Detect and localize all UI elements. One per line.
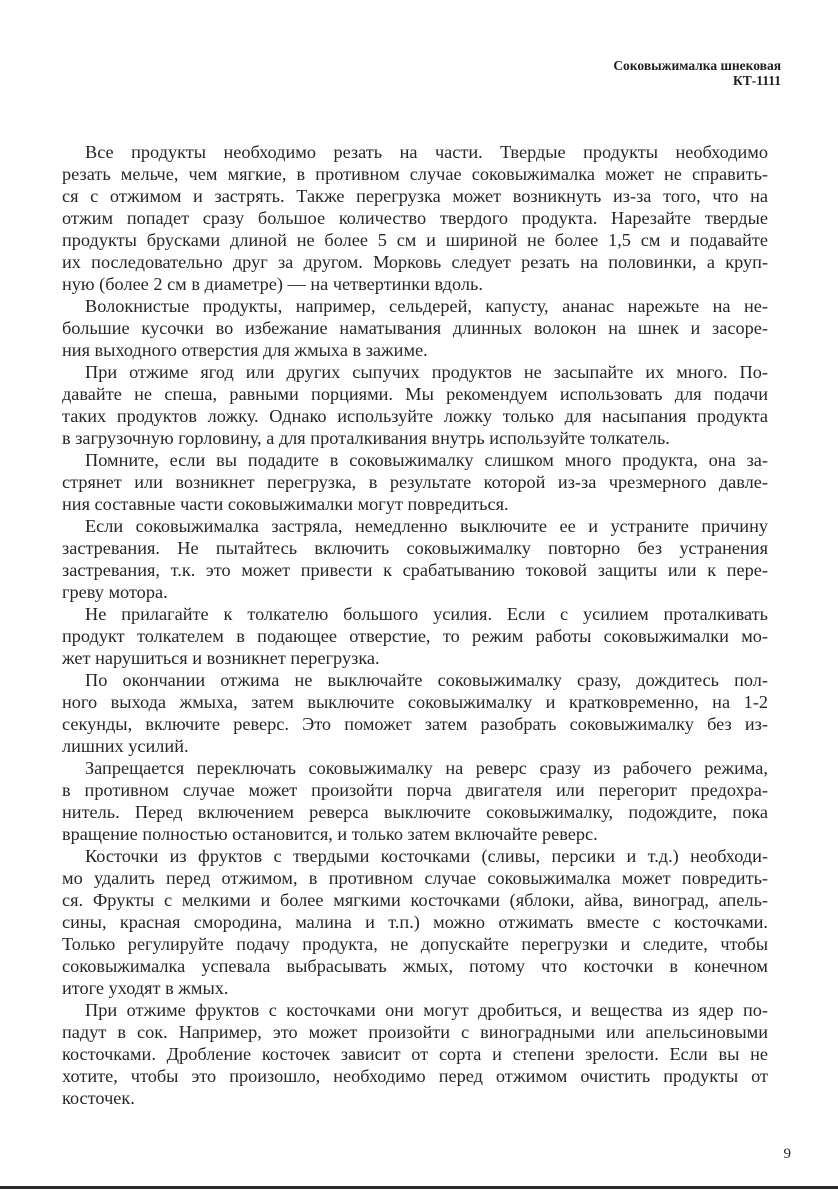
text-line: в противном случае может произойти порча двигателя или перегорит предохра- bbox=[62, 780, 768, 800]
text-line: таких продуктов ложку. Однако используйте ложку только для насыпания продукта bbox=[62, 406, 768, 426]
text-line: продукты брусками длиной не более 5 см и шириной не более 1,5 см и подавайте bbox=[62, 230, 768, 250]
text-line: ного выхода жмыха, затем выключите соковыжималку и кратковременно, на 1-2 bbox=[62, 692, 768, 712]
text-line: косточек. bbox=[62, 1088, 135, 1108]
text-line: отжим попадет сразу большое количество твердого продукта. Нарезайте твердые bbox=[62, 208, 768, 228]
text-line: в загрузочную горловину, а для проталкивания внутрь используйте толкатель. bbox=[62, 428, 670, 448]
paragraph bbox=[62, 757, 768, 845]
paragraph bbox=[62, 515, 768, 603]
text-line: ния выходного отверстия для жмыха в зажиме. bbox=[62, 340, 428, 360]
text-line: мо удалить перед отжимом, в противном случае соковыжималка может повредить- bbox=[62, 868, 768, 888]
text-line: Косточки из фруктов с твердыми косточками (сливы, персики и т.д.) необходи- bbox=[85, 846, 768, 866]
text-line: лишних усилий. bbox=[62, 736, 189, 756]
text-line: греву мотора. bbox=[62, 582, 168, 602]
text-line: ся. Фрукты с мелкими и более мягкими косточками (яблоки, айва, виноград, апель- bbox=[62, 890, 768, 910]
text-line: При отжиме ягод или других сыпучих продуктов не засыпайте их много. По- bbox=[85, 362, 768, 382]
paragraph bbox=[62, 295, 768, 361]
text-line: По окончании отжима не выключайте соковыжималку сразу, дождитесь пол- bbox=[85, 670, 768, 690]
text-line: застревания, т.к. это может привести к срабатыванию токовой защиты или к пере- bbox=[62, 560, 768, 580]
body-text bbox=[62, 141, 768, 1109]
text-line: ся с отжимом и застрять. Также перегрузка может возникнуть из-за того, что на bbox=[62, 186, 768, 206]
text-line: Только регулируйте подачу продукта, не допускайте перегрузки и следите, чтобы bbox=[62, 934, 768, 954]
text-line: их последовательно друг за другом. Морковь следует резать на половинки, а круп- bbox=[62, 252, 768, 272]
text-line: резать мельче, чем мягкие, в противном случае соковыжималка может не справить- bbox=[62, 164, 768, 184]
text-line: сины, красная смородина, малина и т.п.) можно отжимать вместе с косточками. bbox=[62, 912, 768, 932]
text-line: ную (более 2 см в диаметре) — на четвертинки вдоль. bbox=[62, 274, 483, 294]
text-line: хотите, чтобы это произошло, необходимо перед отжимом очистить продукты от bbox=[62, 1066, 768, 1086]
product-model: КТ-1111 bbox=[732, 73, 781, 88]
text-line: секунды, включите реверс. Это поможет затем разобрать соковыжималку без из- bbox=[62, 714, 768, 734]
text-line: вращение полностью остановится, и только затем включайте реверс. bbox=[62, 824, 598, 844]
bottom-rule bbox=[0, 1186, 838, 1189]
text-line: нитель. Перед включением реверса выключите соковыжималку, подождите, пока bbox=[62, 802, 768, 822]
text-line: давайте не спеша, равными порциями. Мы рекомендуем использовать для подачи bbox=[62, 384, 768, 404]
text-line: стрянет или возникнет перегрузка, в результате которой из-за чрезмерного давле- bbox=[62, 472, 768, 492]
text-line: При отжиме фруктов с косточками они могут дробиться, и вещества из ядер по- bbox=[85, 1000, 768, 1020]
text-line: падут в сок. Например, это может произойти с виноградными или апельсиновыми bbox=[62, 1022, 768, 1042]
text-line: большие кусочки во избежание наматывания длинных волокон на шнек и засоре- bbox=[62, 318, 768, 338]
paragraph bbox=[62, 669, 768, 757]
paragraph bbox=[62, 141, 768, 295]
text-line: продукт толкателем в подающее отверстие, то режим работы соковыжималки мо- bbox=[62, 626, 768, 646]
text-line: Помните, если вы подадите в соковыжималку слишком много продукта, она за- bbox=[85, 450, 768, 470]
paragraph bbox=[62, 361, 768, 449]
text-line: Не прилагайте к толкателю большого усилия. Если с усилием проталкивать bbox=[85, 604, 768, 624]
text-line: Если соковыжималка застряла, немедленно выключите ее и устраните причину bbox=[85, 516, 768, 536]
text-line: Волокнистые продукты, например, сельдерей, капусту, ананас нарежьте на не- bbox=[85, 296, 768, 316]
page-header bbox=[613, 58, 781, 88]
text-line: Все продукты необходимо резать на части. Твердые продукты необходимо bbox=[85, 142, 768, 162]
text-line: Запрещается переключать соковыжималку на реверс сразу из рабочего режима, bbox=[85, 758, 768, 778]
text-line: итоге уходят в жмых. bbox=[62, 978, 229, 998]
paragraph bbox=[62, 449, 768, 515]
text-line: косточками. Дробление косточек зависит от сорта и степени зрелости. Если вы не bbox=[62, 1044, 768, 1064]
paragraph bbox=[62, 999, 768, 1109]
page-number: 9 bbox=[783, 1146, 791, 1162]
text-line: застревания. Не пытайтесь включить соковыжималку повторно без устранения bbox=[62, 538, 768, 558]
text-line: соковыжималка успевала выбрасывать жмых, потому что косточки в конечном bbox=[62, 956, 768, 976]
text-line: жет нарушиться и возникнет перегрузка. bbox=[62, 648, 380, 668]
text-line: ния составные части соковыжималки могут повредиться. bbox=[62, 494, 509, 514]
paragraph bbox=[62, 603, 768, 669]
paragraph bbox=[62, 845, 768, 999]
product-title: Соковыжималка шнековая bbox=[613, 58, 781, 73]
